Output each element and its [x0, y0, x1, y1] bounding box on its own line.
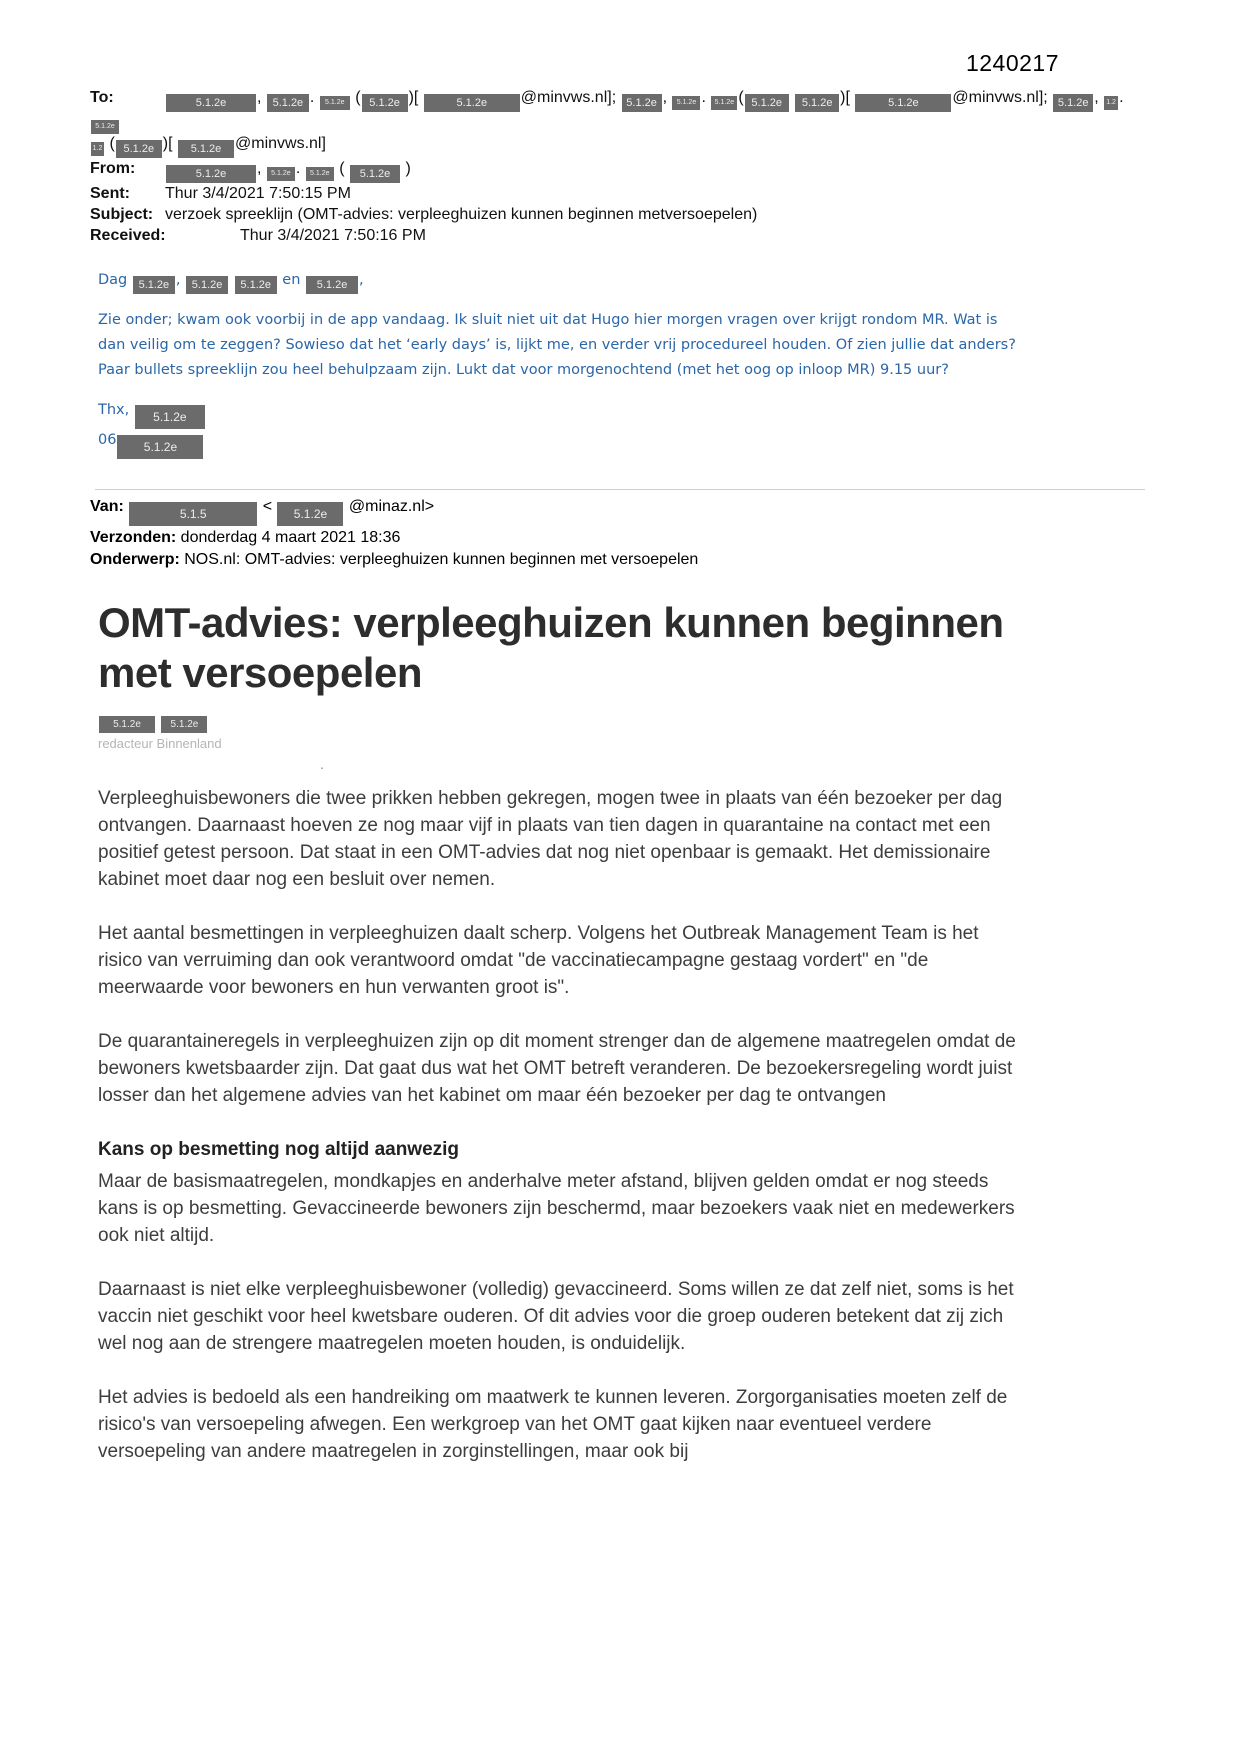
sent-label: Sent:: [90, 185, 130, 202]
text-segment: .: [309, 89, 319, 106]
text-segment: en: [277, 272, 306, 288]
section-divider: [95, 489, 1145, 490]
redaction-box: 1.2: [1104, 96, 1118, 110]
redaction-box: 5.1.2e: [178, 140, 234, 158]
verzonden-label: Verzonden:: [90, 529, 177, 546]
redaction-box: 5.1.2e: [117, 435, 203, 459]
article-paragraph: Het aantal besmettingen in verpleeghuizen daalt scherp. Volgens het Outbreak Management Team is het risico van verruiming dan ook verantwoord omdat "de vaccinatiecampagne gestaag vordert" en "de meerwaarde voor bewoners en hun verwanten groot is".: [98, 923, 979, 998]
received-label: Received:: [90, 227, 166, 244]
redaction-box: 5.1.2e: [855, 94, 951, 112]
text-segment: .: [295, 160, 305, 177]
redaction-box: 5.1.2e: [135, 405, 205, 429]
quoted-row-verzonden: [90, 527, 1136, 548]
text-segment: ,: [359, 272, 364, 288]
text-segment: Dag: [98, 272, 132, 288]
redaction-box: 5.1.2e: [186, 276, 228, 294]
header-row-subject: [90, 205, 1136, 225]
article-body: [98, 785, 1028, 1465]
article-paragraph: De quarantaineregels in verpleeghuizen zijn op dit moment strenger dan de algemene maatregelen omdat de bewoners kwetsbaarder zijn. Dat gaat dus wat het OMT betreft veranderen. De bezoekersregeling wordt juist losser dan het algemene advies van het kabinet om maar één bezoeker per dag te ontvangen: [98, 1031, 1016, 1106]
redaction-box: 5.1.2e: [99, 716, 155, 733]
article-subheading: Kans op besmetting nog altijd aanwezig: [98, 1139, 460, 1160]
redaction-box: 5.1.2e: [622, 94, 662, 112]
text-segment: (: [738, 89, 744, 106]
article-paragraph: Verpleeghuisbewoners die twee prikken hebben gekregen, mogen twee in plaats van één bezoeker per dag ontvangen. Daarnaast hoeven ze nog maar vijf in plaats van tien dagen in quarantaine na contact met een positief getest persoon. Dat staat in een OMT-advies dat nog niet openbaar is gemaakt. Het demissionaire kabinet moet daar nog een besluit over nemen.: [98, 788, 1003, 890]
redaction-box: 5.1.2e: [166, 165, 256, 183]
text-segment: <: [258, 498, 277, 515]
caption-mark: .: [320, 756, 324, 772]
text-segment: @minvws.nl];: [520, 89, 621, 106]
news-article: [98, 598, 1028, 1465]
text-segment: .: [1119, 89, 1128, 106]
redaction-box: 5.1.2e: [116, 140, 162, 158]
redaction-box: 5.1.2e: [745, 94, 789, 112]
quoted-row-onderwerp: [90, 549, 1136, 570]
greeting-line: [98, 272, 1020, 294]
redaction-box: 5.1.2e: [350, 165, 400, 183]
redaction-box: 5.1.2e: [277, 502, 343, 526]
redaction-box: 5.1.2e: [235, 276, 277, 294]
text-segment: .: [701, 89, 711, 106]
onderwerp-label: Onderwerp:: [90, 551, 180, 568]
redaction-box: 1.2: [91, 142, 104, 156]
redaction-box: 5.1.2e: [267, 167, 295, 181]
subject-value: verzoek spreeklijn (OMT-advies: verpleeghuizen kunnen beginnen metversoepelen): [165, 206, 758, 223]
text-segment: (: [334, 160, 349, 177]
text-segment: [156, 710, 160, 727]
verzonden-value: donderdag 4 maart 2021 18:36: [176, 529, 401, 546]
van-value: [128, 498, 435, 521]
text-segment: )[: [840, 89, 855, 106]
email-header-block: [90, 88, 1136, 246]
text-segment: ,: [175, 272, 186, 288]
quoted-header-block: [90, 496, 1136, 570]
redaction-box: 5.1.2e: [672, 96, 700, 110]
document-number: 1240217: [965, 50, 1059, 76]
received-value: Thur 3/4/2021 7:50:16 PM: [240, 227, 426, 244]
redaction-box: 5.1.5: [129, 502, 257, 526]
text-segment: @minvws.nl];: [952, 89, 1053, 106]
email-body: [90, 272, 1020, 459]
to-label: To:: [90, 89, 114, 106]
redaction-box: 5.1.2e: [362, 94, 408, 112]
text-segment: ,: [257, 89, 266, 106]
text-segment: ,: [257, 160, 266, 177]
van-label: Van:: [90, 498, 124, 515]
redaction-box: 5.1.2e: [306, 167, 334, 181]
redaction-box: 5.1.2e: [166, 94, 256, 112]
header-row-from: [90, 159, 1136, 183]
sent-value: Thur 3/4/2021 7:50:15 PM: [165, 185, 351, 202]
text-segment: )[: [162, 135, 177, 152]
redaction-box: 5.1.2e: [267, 94, 309, 112]
text-segment: @minaz.nl>: [344, 498, 435, 515]
text-segment: ,: [662, 89, 672, 106]
redaction-box: 5.1.2e: [133, 276, 175, 294]
header-row-sent: [90, 184, 1136, 204]
text-segment: 06: [98, 432, 117, 448]
redaction-box: 5.1.2e: [795, 94, 839, 112]
text-segment: (: [105, 135, 115, 152]
to-value: [90, 89, 1128, 155]
redaction-box: 5.1.2e: [91, 120, 119, 134]
redaction-box: 5.1.2e: [161, 716, 207, 733]
text-segment: [229, 272, 234, 288]
text-segment: [790, 89, 794, 106]
redaction-box: 5.1.2e: [320, 96, 350, 110]
subject-label: Subject:: [90, 206, 154, 223]
text-segment: Thx,: [98, 402, 134, 418]
header-row-to: [90, 88, 1136, 158]
from-value: [165, 160, 411, 180]
article-headline: OMT-advies: verpleeghuizen kunnen beginnen met versoepelen: [98, 599, 1004, 696]
byline-role: redacteur Binnenland: [98, 736, 222, 751]
from-label: From:: [90, 160, 136, 177]
email-message: Zie onder; kwam ook voorbij in de app vandaag. Ik sluit niet uit dat Hugo hier morgen vragen over krijgt rondom MR. Wat is dan veilig om te zeggen? Sowieso dat het ‘early days’ is, lijkt me, en verder vrij procedureel houden. Of zien jullie dat anders? Paar bullets spreeklijn zou heel behulpzaam zijn. Lukt dat voor morgenochtend (met het oog op inloop MR) 9.15 uur?: [98, 312, 1016, 378]
text-segment: )[: [408, 89, 423, 106]
phone-line: [98, 429, 1020, 459]
redaction-box: 5.1.2e: [306, 276, 358, 294]
text-segment: ,: [1094, 89, 1104, 106]
article-paragraph: Maar de basismaatregelen, mondkapjes en anderhalve meter afstand, blijven gelden omdat er nog steeds kans is op besmetting. Gevaccineerde bewoners zijn beschermd, maar bezoekers vaak niet en medewerkers ook niet altijd.: [98, 1171, 1015, 1246]
redaction-box: 5.1.2e: [1053, 94, 1093, 112]
onderwerp-value: NOS.nl: OMT-advies: verpleeghuizen kunnen beginnen met versoepelen: [179, 551, 699, 568]
header-row-received: [90, 226, 1136, 246]
article-byline: [98, 710, 1028, 733]
article-paragraph: Het advies is bedoeld als een handreiking om maatwerk te kunnen leveren. Zorgorganisaties moeten zelf de risico's van versoepeling afwegen. Een werkgroep van het OMT gaat kijken naar eventueel verdere versoepeling van andere maatregelen in zorginstellingen, maar ook bij: [98, 1387, 1008, 1462]
text-segment: ): [401, 160, 411, 177]
article-paragraph: Daarnaast is niet elke verpleeghuisbewoner (volledig) gevaccineerd. Soms willen ze dat zelf niet, soms is het vaccin niet geschikt voor heel kwetsbare ouderen. Of dit advies voor die groep ouderen betekent dat zij zich wel nog aan de strengere maatregelen moeten houden, is onduidelijk.: [98, 1279, 1014, 1354]
text-segment: @minvws.nl]: [235, 135, 326, 152]
text-segment: (: [350, 89, 361, 106]
quoted-row-van: [90, 496, 1136, 526]
signoff-line: [98, 399, 1020, 429]
redaction-box: 5.1.2e: [424, 94, 520, 112]
redaction-box: 5.1.2e: [711, 96, 737, 110]
